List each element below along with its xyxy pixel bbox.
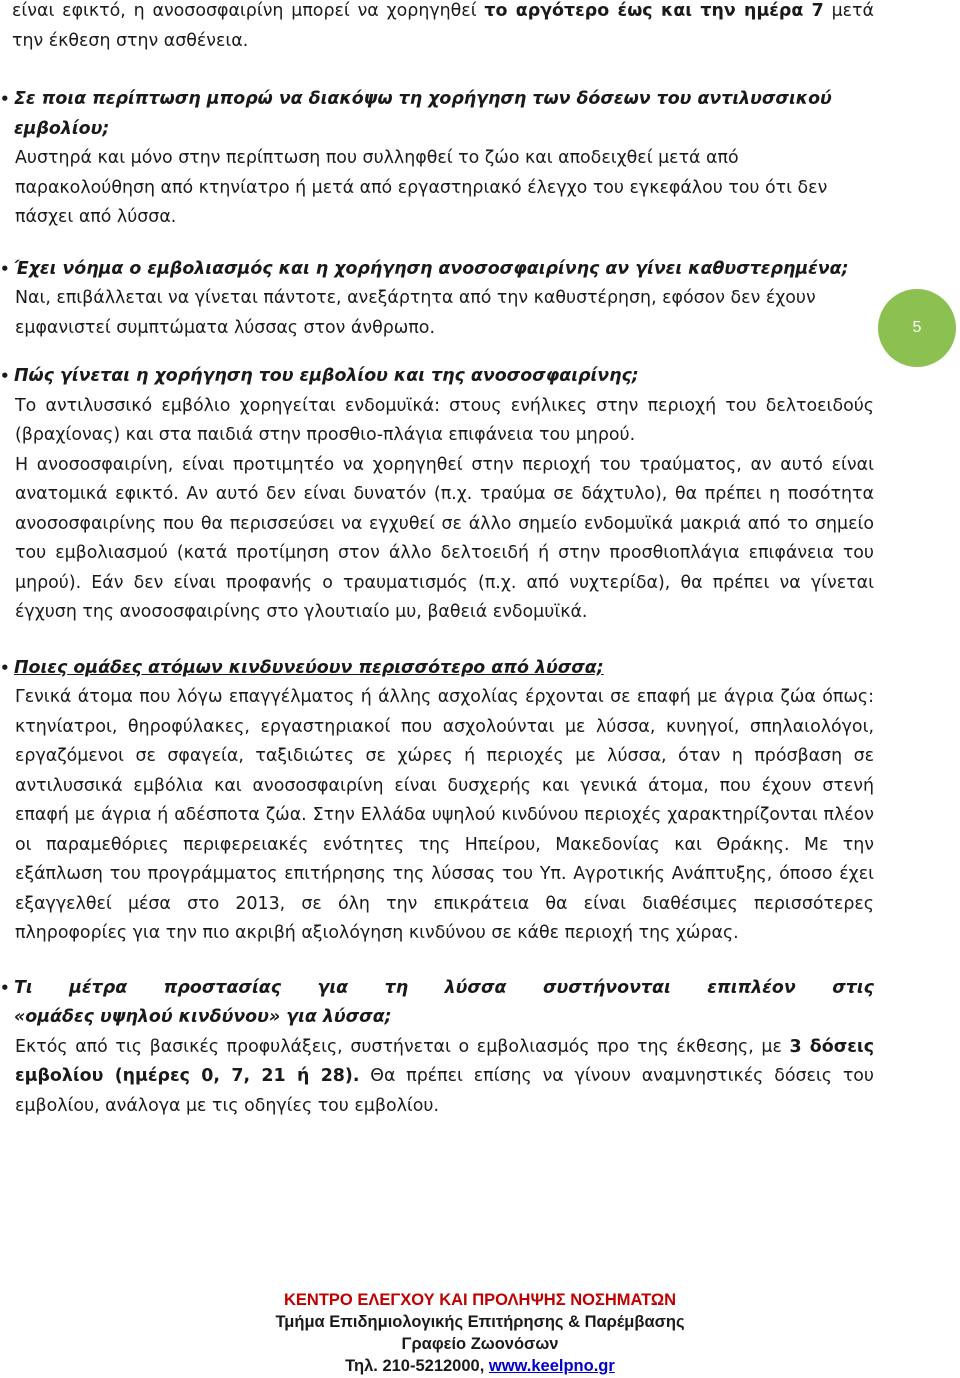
footer-organization: ΚΕΝΤΡΟ ΕΛΕΓΧΟΥ ΚΑΙ ΠΡΟΛΗΨΗΣ ΝΟΣΗΜΑΤΩΝ [283,1291,676,1309]
answer-4: Γενικά άτομα που λόγω επαγγέλματος ή άλλης ασχολίας έρχονται σε επαφή με άγρια ζώα όπως: κτηνίατροι, θηροφύλακες, εργαστηριακοί που ασχολούνται με λύσσα, κυνηγοί, σπηλαιολόγοι, εργαζόμενοι σε σφαγεία, ταξιδιώτες σε χώρες ή περιοχές με λύσσα, όταν η πρόσβαση σε αντιλυσσικά εμβόλια και ανοσοσφαιρίνη είναι δυσχερής και γενικά άτομα, που έχουν στενή επαφή με άγρια ή αδέσποτα ζώα. Στην Ελλάδα υψηλού κινδύνου περιοχές χαρακτηρίζονται πλέον οι παραμεθόριες περιφερειακές ενότητες της Ηπείρου, Μακεδονίας και Θράκης. Με την εξάπλωση του προγράμματος επιτήρησης της λύσσας του Υπ. Αγροτικής Ανάπτυξης, όποσο έχει εξαγγελθεί μέσα στο 2013, σε όλη την επικράτεια θα είναι διαθέσιμες περισσότερες πληροφορίες για την πιο ακριβή αξιολόγηση κινδύνου σε κάθε περιοχή της χώρας. [15,687,874,943]
footer-department: Τμήμα Επιδημιολογικής Επιτήρησης & Παρέμβασης [275,1313,685,1331]
question-4: • Ποιες ομάδες ατόμων κινδυνεύουν περισσότερο από λύσσα; [12,654,874,684]
answer-1: Αυστηρά και μόνο στην περίπτωση που συλληφθεί το ζώο και αποδειχθεί μετά από παρακολούθηση από κτηνίατρο ή μετά από εργαστηριακό έλεγχο του εγκεφάλου του ότι δεν πάσχει από λύσσα. [15,148,828,227]
answer-5: Εκτός από τις βασικές προφυλάξεις, συστήνεται ο εμβολιασμός προ της έκθεσης, με 3 δόσεις εμβολίου (ημέρες 0, 7, 21 ή 28). Θα πρέπει επίσης να γίνουν αναμνηστικές δόσεις του εμβολίου, ανάλογα με τις οδηγίες του εμβολίου. [15,1036,874,1116]
footer [0,1289,960,1377]
question-5-cont: «ομάδες υψηλού κινδύνου» για λύσσα; [14,1007,392,1027]
question-5: • Τι μέτρα προστασίας για τη λύσσα συστήνονται επιπλέον στις [12,974,874,1004]
answer-3b: Η ανοσοσφαιρίνη, είναι προτιμητέο να χορηγηθεί στην περιοχή του τραύματος, αν αυτό είναι ανατομικά εφικτό. Αν αυτό δεν είναι δυνατόν (π.χ. τραύμα σε δάχτυλο), θα πρέπει η ποσότητα ανοσοσφαιρίνης που θα περισσεύσει να εγχυθεί σε άλλο σημείο ενδομυϊκά μακριά από το σημείο του εμβολιασμού (κατά προτίμηση στον άλλο δελτοειδή ή στην προσθιοπλάγια επιφάνεια του μηρού). Εάν δεν είναι προφανής ο τραυματισμός (π.χ. από νυχτερίδα), θα πρέπει να γίνεται έγχυση της ανοσοσφαιρίνης στο γλουτιαίο μυ, βαθειά ενδομυϊκά. [15,454,874,622]
intro-paragraph: είναι εφικτό, η ανοσοσφαιρίνη μπορεί να χορηγηθεί το αργότερο έως και την ημέρα 7 μετά την έκθεση στην ασθένεια. [12,1,874,51]
bullet-icon: • [0,978,10,997]
question-1: • Σε ποια περίπτωση μπορώ να διακόψω τη χορήγηση των δόσεων του αντιλυσσικού εμβολίου; [12,85,874,144]
question-2: • Έχει νόημα ο εμβολιασμός και η χορήγηση ανοσοσφαιρίνης αν γίνει καθυστερημένα; [12,255,874,285]
footer-office: Γραφείο Ζωονόσων [401,1335,559,1353]
bullet-icon: • [0,259,10,278]
page-number-badge: 5 [878,289,956,367]
bullet-icon: • [0,658,10,677]
bullet-icon: • [0,367,10,385]
question-3: • Πώς γίνεται η χορήγηση του εμβολίου και της ανοσοσφαιρίνης; [12,362,874,392]
answer-2: Ναι, επιβάλλεται να γίνεται πάντοτε, ανεξάρτητα από την καθυστέρηση, εφόσον δεν έχουν εμφανιστεί συμπτώματα λύσσας στον άνθρωπο. [15,288,816,338]
answer-3a: Το αντιλυσσικό εμβόλιο χορηγείται ενδομυϊκά: στους ενήλικες στην περιοχή του δελτοειδούς (βραχίονας) και στα παιδιά στην προσθιο-πλάγια επιφάνεια του μηρού. [15,395,874,445]
website-link[interactable]: www.keelpno.gr [488,1357,615,1375]
footer-contact: Τηλ. 210-5212000, www.keelpno.gr [345,1357,615,1375]
bullet-icon: • [0,90,10,108]
